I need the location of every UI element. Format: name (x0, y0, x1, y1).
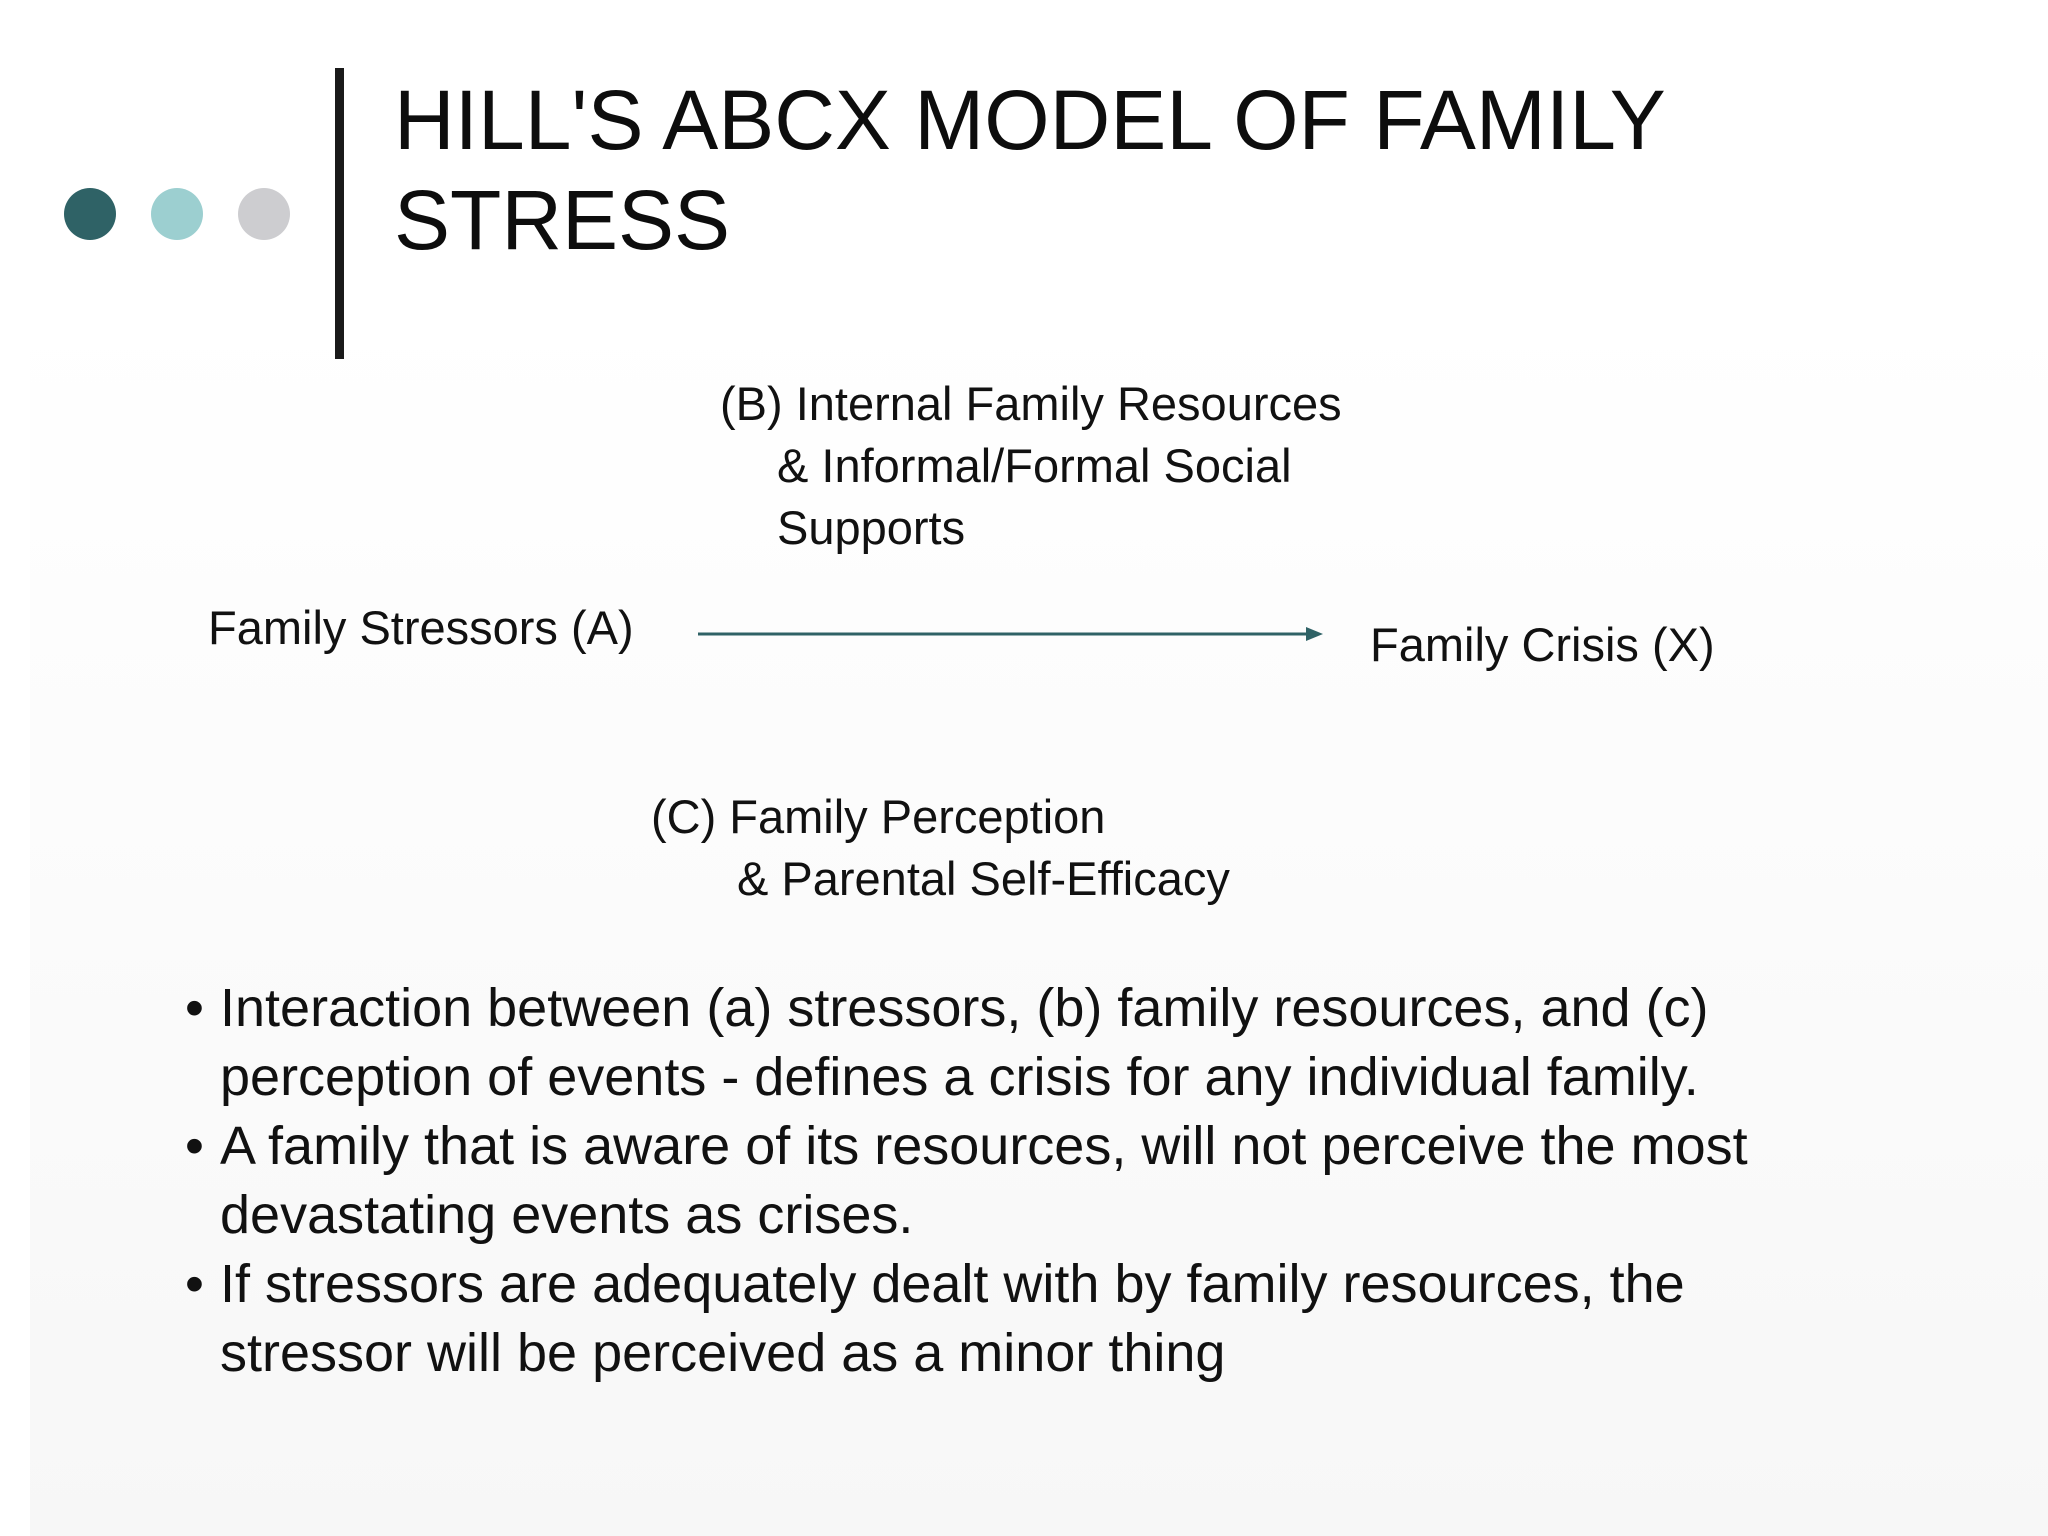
bullet-item (185, 974, 2045, 1112)
title-line-2: STRESS (394, 173, 731, 267)
resources-label-line-1: (B) Internal Family Resources (720, 377, 1342, 430)
bullet-text-line-2: perception of events - defines a crisis for any individual family. (220, 1047, 1699, 1107)
perception-label-line-2: & Parental Self-Efficacy (737, 852, 1230, 905)
accent-dot-gray (238, 188, 290, 240)
accent-dot-teal (151, 188, 203, 240)
resources-label-line-2: & Informal/Formal Social (777, 439, 1292, 492)
slide-title (394, 70, 1994, 270)
bullet-text-line-1: If stressors are adequately dealt with by family resources, the (220, 1254, 1685, 1314)
bullet-item (185, 1250, 2045, 1388)
bullet-list (185, 974, 2045, 1388)
accent-dot-dark (64, 188, 116, 240)
stressor-to-crisis-arrow (698, 622, 1323, 646)
crisis-label: Family Crisis (X) (1370, 618, 1715, 671)
bullet-marker: • (185, 978, 204, 1038)
title-line-1: HILL'S ABCX MODEL OF FAMILY (394, 73, 1666, 167)
stressors-label: Family Stressors (A) (208, 601, 634, 654)
bullet-text-line-1: A family that is aware of its resources, will not perceive the most (220, 1116, 1748, 1176)
bullet-marker: • (185, 1116, 204, 1176)
bullet-text-line-1: Interaction between (a) stressors, (b) family resources, and (c) (220, 978, 1709, 1038)
perception-label-line-1: (C) Family Perception (651, 790, 1106, 843)
bullet-item (185, 1112, 2045, 1250)
bullet-text-line-2: devastating events as crises. (220, 1185, 914, 1245)
bullet-text-line-2: stressor will be perceived as a minor thing (220, 1323, 1226, 1383)
slide (30, 0, 2048, 1536)
bullet-marker: • (185, 1254, 204, 1314)
title-divider (335, 68, 344, 359)
resources-label-line-3: Supports (777, 501, 966, 554)
